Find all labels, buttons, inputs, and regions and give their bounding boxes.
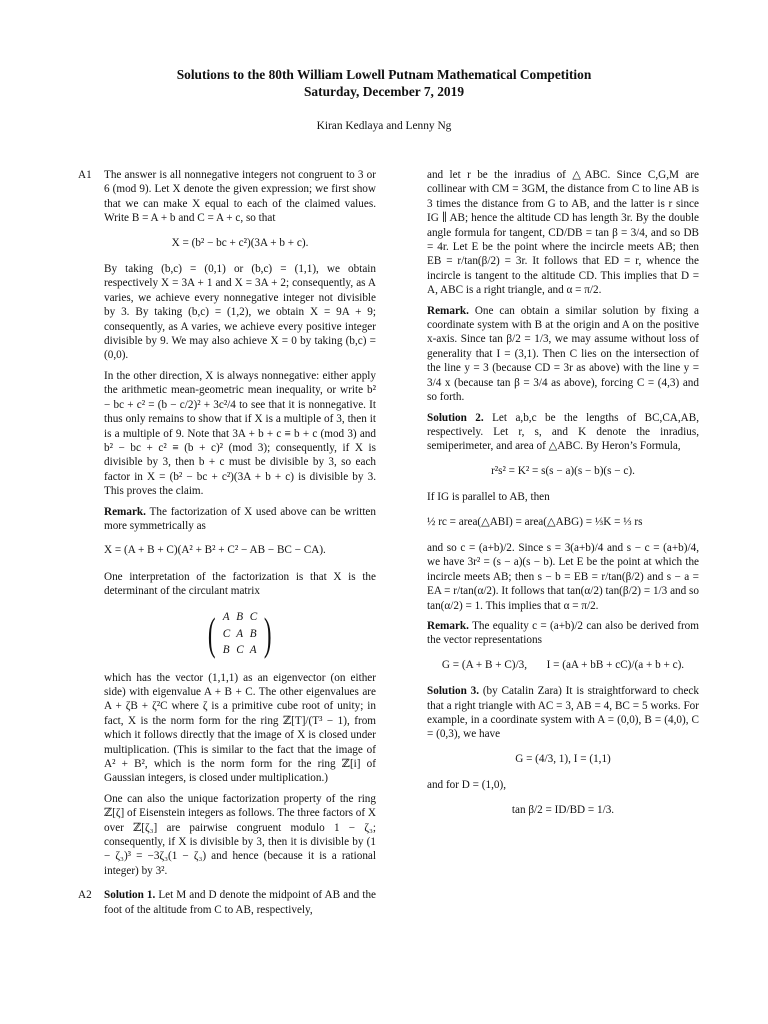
right-column (427, 168, 699, 829)
remark-2-heading: Remark. (427, 304, 469, 317)
a1-paragraph-2: By taking (b,c) = (0,1) or (b,c) = (1,1), we obtain respectively X = 3A + 1 and X = 3A + 2; consequently, as A varies, we achieve every nonnegative integer not divisible by 3. By taking (b,c) = (1,2), we obtain X = 9A + 9; consequently, as A varies, we achieve every positive integer divisible by 9. We may also achieve X = 0 by taking (b,c) = (0,0). (104, 263, 376, 362)
tan-equation: tan β/2 = ID/BD = 1/3. (511, 803, 615, 816)
remark-2 (427, 304, 699, 405)
solution-2 (427, 411, 699, 454)
matrix-right-paren: ) (264, 607, 272, 659)
matrix-cell: C (236, 644, 244, 657)
matrix-cell: A (249, 644, 257, 657)
a1-equation-2: X = (A + B + C)(A² + B² + C² − AB − BC − CA). (104, 544, 326, 557)
right-paragraph-and-so: and so c = (a+b)/2. Since s = 3(a+b)/4 and s − c = (a+b)/4, we have 3r² = (s − a)(s − b). Let E be the point at which the incircle meets AB; then s − b = EB = r/tan(β/2) and s − a = EA = r/tan(α/2). It follows that tan(α/2) tan(β/2) = 1/3 and so tan(α/2) = 1. This implies that α = π/2. (427, 541, 699, 612)
a1-paragraph-3: In the other direction, X is always nonnegative: either apply the arithmetic mean-geometric mean inequality, or write b² − bc + c² = (b − c/2)² + 3c²/4 to see that it is nonnegative. It thus only remains to show that if X is a multiple of 3, then it is a multiple of 9. Note that 3A + b + c ≡ b + c (mod 3) and b² − bc + c² ≡ (b + c)² (mod 3); consequently, if X is divisible by 3, then b + c must be divisible by 3, so each factor in X = (b² − bc + c²)(3A + b + c) is divisible by 3. This proves the claim. (104, 369, 376, 498)
a1-paragraph-4: One interpretation of the factorization is that X is the determinant of the circulant matrix (104, 570, 376, 598)
authors: Kiran Kedlaya and Lenny Ng (316, 120, 452, 132)
remark-3-heading: Remark. (427, 619, 469, 632)
if-parallel-text: If IG is parallel to AB, then (427, 491, 550, 504)
paper-title (0, 66, 768, 100)
matrix-cell: C (222, 627, 231, 640)
g-i-coordinates-equation: G = (4/3, 1), I = (1,1) (515, 752, 611, 765)
area-equation: ½ rc = area(△ABI) = area(△ABG) = ⅓K = ⅓ rs (427, 515, 643, 528)
matrix-left-paren: ( (208, 607, 216, 659)
matrix-cell: C (249, 610, 258, 623)
title-line-1: Solutions to the 80th William Lowell Putnam Mathematical Competition (176, 67, 592, 82)
a1-paragraph-1: The answer is all nonnegative integers not congruent to 3 or 6 (mod 9). Let X denote the given expression; we first show that we can make X equal to each of the claimed values. Write B = A + b and C = A + c, so that (104, 169, 376, 225)
remark-1 (104, 505, 376, 534)
problem-label-a1: A1 (78, 169, 92, 181)
vector-i-equation: I = (aA + bB + cC)/(a + b + c). (546, 658, 685, 671)
remark-1-heading: Remark. (104, 505, 146, 518)
remark-1-text: The factorization of X used above can be written more symmetrically as (104, 505, 376, 532)
problem-label-a2: A2 (78, 889, 92, 902)
solution-2-text: Let a,b,c be the lengths of BC,CA,AB, respectively. Let r, s, and K denote the inradius, semiperimeter, and area of △ABC. By Heron’s Formula, (427, 411, 700, 453)
remark-3-text: The equality c = (a+b)/2 can also be derived from the vector representations (427, 619, 699, 647)
matrix-cell: B (236, 610, 244, 623)
a2-paragraph-1 (104, 888, 376, 917)
remark-3 (427, 619, 699, 648)
a2-solution-1-heading: Solution 1. (104, 889, 156, 902)
matrix-cell: B (222, 644, 230, 657)
a1-paragraph-6: One can also the unique factorization property of the ring ℤ[ζ] of Eisenstein integers as follows. The three factors of X over ℤ[ζ₃] are pairwise congruent modulo 1 − ζ₃; consequently, if X is divisible by 3, then it is divisible by (1 − ζ₃)³ = −3ζ₃(1 − ζ₃) and hence (because it is a rational integer) by 3². (104, 792, 377, 877)
heron-equation: r²s² = K² = s(s − a)(s − b)(s − c). (491, 464, 635, 477)
remark-2-text: One can obtain a similar solution by fixing a coordinate system with B at the origin and A on the positive x-axis. Since tan β/2 = 1/3, we may assume without loss of generality that I = (3,1). Then C lies on the intersection of the line y = 3 (because CD = 3r as above) with the line y = 3/4 x (because tan β = 3/4 as above), forcing C = (4,3) and so forth. (427, 304, 700, 404)
solution-3-text: (by Catalin Zara) It is straightforward to check that a right triangle with AC = 3, AB = 4, BC = 5 works. For example, in a coordinate system with A = (0,0), B = (4,0), C = (0,3), we have (427, 685, 699, 741)
matrix-cell: A (222, 610, 230, 623)
title-line-2: Saturday, December 7, 2019 (303, 84, 465, 99)
circulant-matrix (104, 609, 376, 659)
matrix-cell: A (236, 627, 244, 640)
vector-g-equation: G = (A + B + C)/3, (441, 658, 528, 671)
vector-equations (427, 658, 699, 672)
solution-3 (427, 684, 699, 742)
right-paragraph-1: and let r be the inradius of △ABC. Since C,G,M are collinear with CM = 3GM, the distance from C to line AB is 3 times the distance from G to AB, and the latter is r since IG ∥ AB; hence the altitude CD has length 3r. By the double angle formula for tangent, CD/DB = tan β = 3/4, and so DB = 4r. Let E be the point where the incircle meets AB; then EB = r/tan(β/2) = 3r. It follows that ED = r, whence the incircle is tangent to the altitude CD. This implies that D = A, ABC is a right triangle, and α = π/2. (427, 169, 699, 297)
solution-2-heading: Solution 2. (427, 411, 484, 424)
and-for-d-text: and for D = (1,0), (427, 779, 507, 792)
left-column (78, 168, 377, 923)
a1-paragraph-5: which has the vector (1,1,1) as an eigenvector (on either side) with eigenvalue A + B + C. The other eigenvalues are A + ζB + ζ²C where ζ is a primitive cube root of unity; in fact, X is the norm form for the ring ℤ[T]/(T³ − 1), from which it follows directly that the image of X is closed under multiplication. (This is similar to the fact that the image of A² + B², which is the norm form for the ring ℤ[i] of Gaussian integers, is closed under multiplication.) (104, 671, 376, 785)
solution-3-heading: Solution 3. (427, 685, 479, 698)
matrix-table (220, 609, 260, 659)
a1-equation-1: X = (b² − bc + c²)(3A + b + c). (171, 236, 309, 249)
a2-solution-1-text: Let M and D denote the midpoint of AB and the foot of the altitude from C to AB, respectively, (104, 889, 377, 916)
matrix-cell: B (249, 627, 257, 640)
